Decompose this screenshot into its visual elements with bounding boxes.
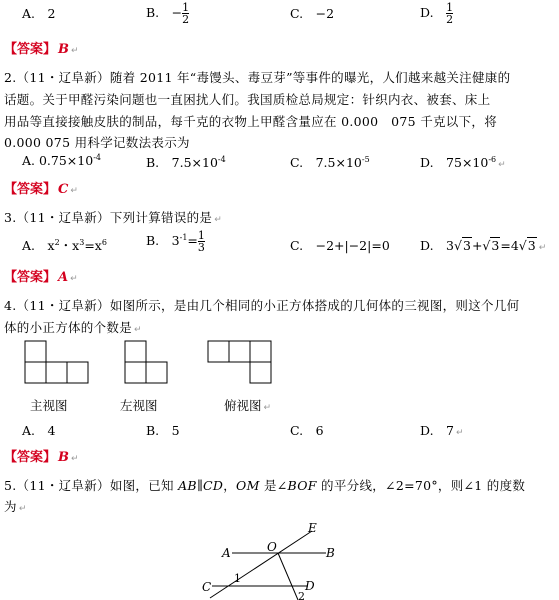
sqrt-symbol: √3 [454, 238, 471, 253]
top-view-label: 俯视图 ↵ [224, 398, 272, 413]
q3-text-line-1: 3.（11・辽阜新）下列计算错误的是 ↵ [4, 210, 223, 225]
q2-text-line-3: 用品等直接接触皮肤的制品，每千克的衣物上甲醛含量应在 0.000 075 千克以下，将 [4, 114, 497, 129]
parallel-lines-figure [190, 520, 360, 600]
q3-answer: 【答案】 A ↵ [4, 270, 78, 285]
q4-answer: 【答案】 B ↵ [4, 450, 79, 465]
top-view-figure [207, 340, 275, 384]
q2-option-b: B. $7.5\times 10^{-4}$ [146, 155, 226, 170]
angle-1-label: 1 [234, 572, 241, 585]
fraction: $\frac{1}{2}$ [182, 1, 190, 26]
angle-2-label: 2 [298, 590, 305, 600]
front-view-figure [24, 340, 92, 384]
q1-option-d: D. $\frac{1}{2}$ [420, 1, 454, 26]
q5-text-line-1: 5.（11・辽阜新）如图，已知 AB∥CD，OM 是∠BOF 的平分线，∠2=70°，则∠1 的度数 [4, 478, 526, 493]
q2-answer: 【答案】 C ↵ [4, 182, 78, 197]
q1-answer: 【答案】 B ↵ [4, 42, 79, 57]
left-view-figure [124, 340, 170, 384]
point-d-label: D [305, 579, 315, 593]
point-b-label: B [326, 546, 335, 560]
fraction: $\frac{1}{2}$ [446, 1, 454, 26]
point-o-label: O [267, 540, 277, 554]
fraction: $\frac{1}{3}$ [197, 229, 205, 254]
q4-option-a: A. 4 [22, 423, 56, 438]
q5-text-line-2: 为 ↵ [4, 499, 27, 514]
q2-option-c: C. $7.5\times 10^{-5}$ [290, 155, 370, 170]
point-a-label: A [222, 546, 231, 560]
q4-option-d: D. 7 ↵ [420, 423, 464, 438]
q4-option-b: B. 5 [146, 423, 180, 438]
q1-option-b: B. − $\frac{1}{2}$ [146, 1, 190, 26]
point-e-label: E [308, 521, 317, 535]
q2-text-line-1: 2.（11・辽阜新）随着 2011 年“毒馒头、毒豆芽”等事件的曝光，人们越来越关注健康的 [4, 70, 511, 85]
sqrt-symbol: √3 [482, 238, 500, 253]
front-view-label: 主视图 [30, 398, 68, 413]
q4-option-c: C. 6 [290, 423, 324, 438]
point-c-label: C [202, 580, 212, 594]
q2-option-d: D. $75\times 10^{-6}↵$ [420, 155, 506, 170]
q3-option-b: B. $3^{-1}=$ $\frac{1}{3}$ [146, 229, 205, 254]
q4-text-line-2: 体的小正方体的个数是 ↵ [4, 320, 142, 335]
q1-option-c: C. −2 [290, 6, 335, 21]
left-view-label: 左视图 [120, 398, 158, 413]
sqrt-symbol: √3 [518, 238, 536, 253]
q3-option-a: A. $x^2$・$x^3=x^6$ [22, 238, 107, 253]
q2-text-line-4: 0.000 075 用科学记数法表示为 [4, 135, 190, 150]
q4-text-line-1: 4.（11・辽阜新）如图所示，是由几个相同的小正方体搭成的几何体的三视图，则这个几何 [4, 298, 520, 313]
q2-option-a: A. $0.75\times 10^{-4}$ [22, 153, 101, 168]
q2-text-line-2: 话题。关于甲醛污染问题也一直困扰人们。我国质检总局规定：针织内衣、被套、床上 [4, 92, 491, 107]
q3-option-d: D. 3√3+√3=4√3 ↵ [420, 238, 547, 253]
q1-option-a: A. 2 [22, 6, 56, 21]
q3-option-c: C. −2+|−2|=0 [290, 238, 390, 253]
